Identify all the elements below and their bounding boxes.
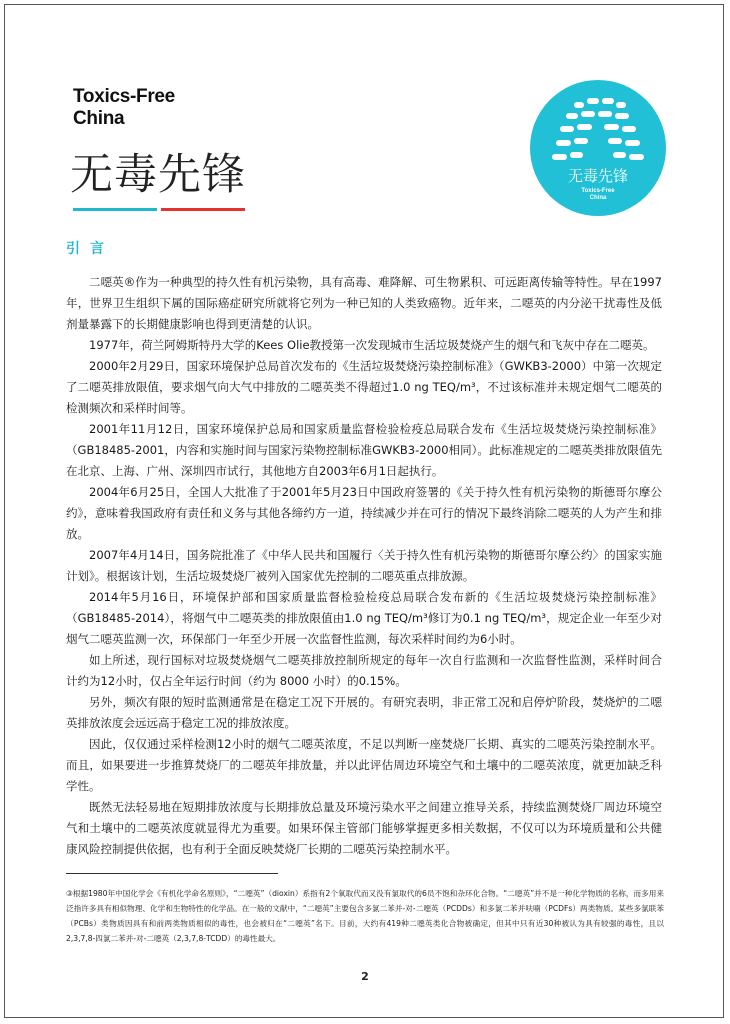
footnote: ③根据1980年中国化学会《有机化学命名原则》，“二噁英”（dioxin）系指有2个氧取代而又没有氯取代的6员不饱和杂环化合物。“二噁英”并不是一种化学物质的名称，而多用来泛指许多具有相似物理、化学和生物特性的化学品。在一般的文献中，“二噁英”主要包含多氯二苯并-对-二噁英（PCDDs）和多氯二苯并呋喃（PCDFs）两类物质。某些多氯联苯（PCBs）类物质因具有和前两类物质相似的毒性，也会被归在“二噁英”名下。目前，大约有419种二噁英类化合物被确定，但其中只有近30种被认为具有较强的毒性，且以2,3,7,8-四氯二苯并-对-二噁英（2,3,7,8-TCDD）的毒性最大。 xyxy=(66,889,664,943)
brand-underline xyxy=(73,208,245,211)
footnote-divider xyxy=(66,873,278,874)
logo-text-cn: 无毒先锋 xyxy=(567,167,629,185)
body-text xyxy=(66,272,662,860)
brand-name-cn: 无毒先锋 xyxy=(70,150,246,200)
logo-icon xyxy=(530,80,666,216)
paragraph: 因此，仅仅通过采样检测12小时的烟气二噁英浓度，不足以判断一座焚烧厂长期、真实的二噁英污染控制水平。而且，如果要进一步推算焚烧厂的二噁英年排放量，并以此评估周边环境空气和土壤中的二噁英浓度，就更加缺乏科学性。 xyxy=(66,737,662,793)
paragraph: 如上所述，现行国标对垃圾焚烧烟气二噁英排放控制所规定的每年一次自行监测和一次监督性监测，采样时间合计约为12小时，仅占全年运行时间（约为 8000 小时）的0.15%。 xyxy=(66,653,662,688)
paragraph: 2014年5月16日，环境保护部和国家质量监督检验检疫总局联合发布新的《生活垃圾焚烧污染控制标准》（GB18485-2014），将烟气中二噁英类的排放限值由1.0 ng TEQ/m³修订为0.1 ng TEQ/m³，规定企业一年至少对烟气二噁英监测一次，环保部门一年至少开展一次监督性监测，每次采样时间约为6小时。 xyxy=(66,590,662,646)
paragraph: 2007年4月14日，国务院批准了《中华人民共和国履行〈关于持久性有机污染物的斯德哥尔摩公约〉的国家实施计划》。根据该计划，生活垃圾焚烧厂被列入国家优先控制的二噁英重点排放源。 xyxy=(66,548,662,583)
brand-underline-cyan xyxy=(73,208,157,211)
section-title: 引言 xyxy=(66,241,114,257)
brand-name-en xyxy=(73,86,175,130)
paragraph: 二噁英®作为一种典型的持久性有机污染物，具有高毒、难降解、可生物累积、可远距离传输等特性。早在1997年，世界卫生组织下属的国际癌症研究所就将它列为一种已知的人类致癌物。近年来，二噁英的内分泌干扰毒性及低剂量暴露下的长期健康影响也得到更清楚的认识。 xyxy=(66,275,662,331)
paragraph: 2000年2月29日，国家环境保护总局首次发布的《生活垃圾焚烧污染控制标准》（GWKB3-2000）中第一次规定了二噁英排放限值，要求烟气向大气中排放的二噁英类不得超过1.0 ng TEQ/m³，不过该标准并未规定烟气二噁英的检测频次和采样时间等。 xyxy=(66,359,662,415)
paragraph: 2001年11月12日，国家环境保护总局和国家质量监督检验检疫总局联合发布《生活垃圾焚烧污染控制标准》（GB18485-2001，内容和实施时间与国家污染物控制标准GWKB3-2000相同）。此标准规定的二噁英类排放限值先在北京、上海、广州、深圳四市试行，其他地方自2003年6月1日起执行。 xyxy=(66,422,662,478)
logo-text-en-line2: China xyxy=(589,195,607,201)
paragraph: 1977年，荷兰阿姆斯特丹大学的Kees Olie教授第一次发现城市生活垃圾焚烧产生的烟气和飞灰中存在二噁英。 xyxy=(89,338,655,352)
paragraph: 另外，频次有限的短时监测通常是在稳定工况下开展的。有研究表明，非正常工况和启停炉阶段，焚烧炉的二噁英排放浓度会远远高于稳定工况的排放浓度。 xyxy=(66,695,662,730)
logo-text-en-line1: Toxics-Free xyxy=(581,188,615,194)
paragraph: 2004年6月25日，全国人大批准了于2001年5月23日中国政府签署的《关于持久性有机污染物的斯德哥尔摩公约》，意味着我国政府有责任和义务与其他各缔约方一道，持续减少并在可行的情况下最终消除二噁英的人为产生和排放。 xyxy=(66,485,662,541)
brand-underline-red xyxy=(161,208,245,211)
paragraph: 既然无法轻易地在短期排放浓度与长期排放总量及环境污染水平之间建立推导关系，持续监测焚烧厂周边环境空气和土壤中的二噁英浓度就显得尤为重要。如果环保主管部门能够掌握更多相关数据，不仅可以为环境质量和公共健康风险控制提供依据，也有利于全面反映焚烧厂长期的二噁英污染控制水平。 xyxy=(66,800,662,856)
brand-name-en-line1: Toxics-Free xyxy=(73,86,175,107)
page-number: 2 xyxy=(361,970,369,983)
brand-name-en-line2: China xyxy=(73,108,125,129)
